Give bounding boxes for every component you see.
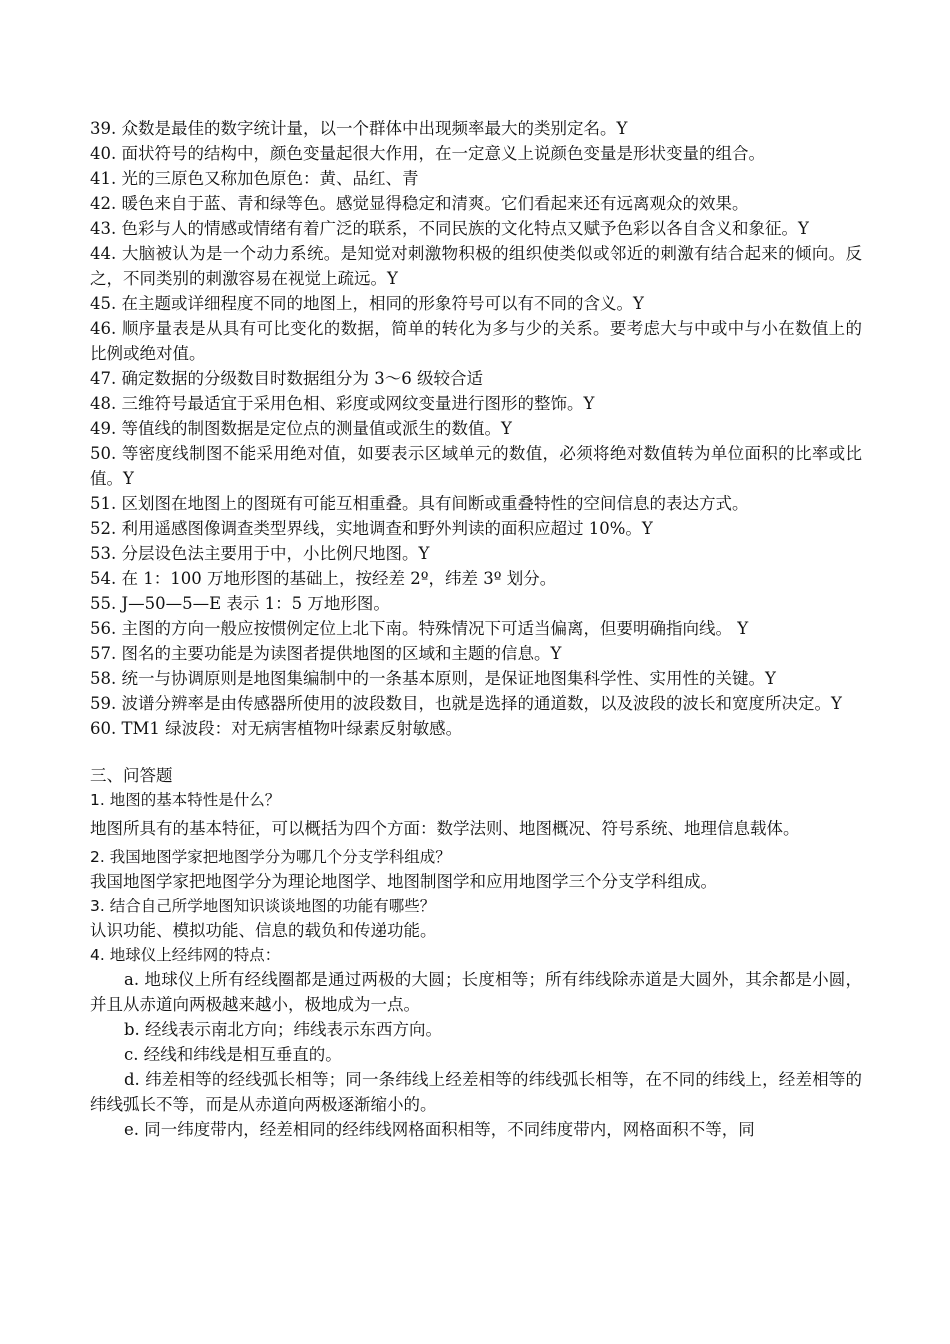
statement-60: 60. TM1 绿波段：对无病害植物叶绿素反射敏感。 [90, 719, 463, 738]
statement-42: 42. 暖色来自于蓝、青和绿等色。感觉显得稳定和清爽。它们看起来还有远离观众的效果。 [90, 194, 749, 213]
statement-49: 49. 等值线的制图数据是定位点的测量值或派生的数值。Y [90, 419, 512, 438]
statement-46: 46. 顺序量表是从具有可比变化的数据，简单的转化为多与少的关系。要考虑大与中或中与小在数值上的比例或绝对值。 [90, 319, 862, 363]
answer-3: 认识功能、模拟功能、信息的载负和传递功能。 [90, 921, 437, 940]
question-4: 4. 地球仪上经纬网的特点： [90, 946, 281, 964]
answer-4-point-e: e. 同一纬度带内，经差相同的经纬线网格面积相等，不同纬度带内，网格面积不等，同 [124, 1120, 755, 1139]
statement-48: 48. 三维符号最适宜于采用色相、彩度或网纹变量进行图形的整饰。Y [90, 394, 595, 413]
statement-56: 56. 主图的方向一般应按惯例定位上北下南。特殊情况下可适当偏离，但要明确指向线。 Y [90, 619, 749, 638]
question-2: 2. 我国地图学家把地图学分为哪几个分支学科组成？ [90, 848, 451, 866]
question-1: 1. 地图的基本特性是什么？ [90, 791, 281, 809]
document-page [90, 116, 862, 1142]
statement-58: 58. 统一与协调原则是地图集编制中的一条基本原则，是保证地图集科学性、实用性的关键。Y [90, 669, 776, 688]
answer-2: 我国地图学家把地图学分为理论地图学、地图制图学和应用地图学三个分支学科组成。 [90, 872, 717, 891]
statement-41: 41. 光的三原色又称加色原色：黄、品红、青 [90, 169, 419, 188]
answer-4-point-d: d. 纬差相等的经线弧长相等；同一条纬线上经差相等的纬线弧长相等，在不同的纬线上，经差相等的纬线弧长不等，而是从赤道向两极逐渐缩小的。 [90, 1070, 862, 1114]
statement-55: 55. J—50—5—E 表示 1：5 万地形图。 [90, 594, 390, 613]
question-3: 3. 结合自己所学地图知识谈谈地图的功能有哪些？ [90, 897, 436, 915]
section-title: 三、问答题 [90, 766, 173, 785]
statement-45: 45. 在主题或详细程度不同的地图上，相同的形象符号可以有不同的含义。Y [90, 294, 644, 313]
answer-4-point-a: a. 地球仪上所有经线圈都是通过两极的大圆；长度相等；所有纬线除赤道是大圆外，其余都是小圆，并且从赤道向两极越来越小，极地成为一点。 [90, 970, 862, 1014]
statement-list [90, 116, 862, 741]
statement-39: 39. 众数是最佳的数字统计量，以一个群体中出现频率最大的类别定名。Y [90, 119, 628, 138]
statement-59: 59. 波谱分辨率是由传感器所使用的波段数目，也就是选择的通道数，以及波段的波长和宽度所决定。Y [90, 694, 842, 713]
statement-51: 51. 区划图在地图上的图斑有可能互相重叠。具有间断或重叠特性的空间信息的表达方式。 [90, 494, 749, 513]
statement-47: 47. 确定数据的分级数目时数据组分为 3～6 级较合适 [90, 369, 483, 388]
section-gap [90, 741, 862, 763]
answer-1: 地图所具有的基本特征，可以概括为四个方面：数学法则、地图概况、符号系统、地理信息载体。 [90, 819, 800, 838]
statement-57: 57. 图名的主要功能是为读图者提供地图的区域和主题的信息。Y [90, 644, 562, 663]
statement-43: 43. 色彩与人的情感或情绪有着广泛的联系，不同民族的文化特点又赋予色彩以各自含义和象征。Y [90, 219, 809, 238]
statement-44: 44. 大脑被认为是一个动力系统。是知觉对刺激物积极的组织使类似或邻近的刺激有结合起来的倾向。反之，不同类别的刺激容易在视觉上疏远。Y [90, 244, 862, 288]
statement-53: 53. 分层设色法主要用于中，小比例尺地图。Y [90, 544, 430, 563]
answer-4-point-b: b. 经线表示南北方向；纬线表示东西方向。 [124, 1020, 443, 1039]
statement-40: 40. 面状符号的结构中，颜色变量起很大作用，在一定意义上说颜色变量是形状变量的组合。 [90, 144, 765, 163]
answer-4-point-c: c. 经线和纬线是相互垂直的。 [124, 1045, 342, 1064]
statement-50: 50. 等密度线制图不能采用绝对值，如要表示区域单元的数值，必须将绝对数值转为单位面积的比率或比值。Y [90, 444, 862, 488]
statement-54: 54. 在 1：100 万地形图的基础上，按经差 2º，纬差 3º 划分。 [90, 569, 557, 588]
statement-52: 52. 利用遥感图像调查类型界线，实地调查和野外判读的面积应超过 10%。Y [90, 519, 653, 538]
